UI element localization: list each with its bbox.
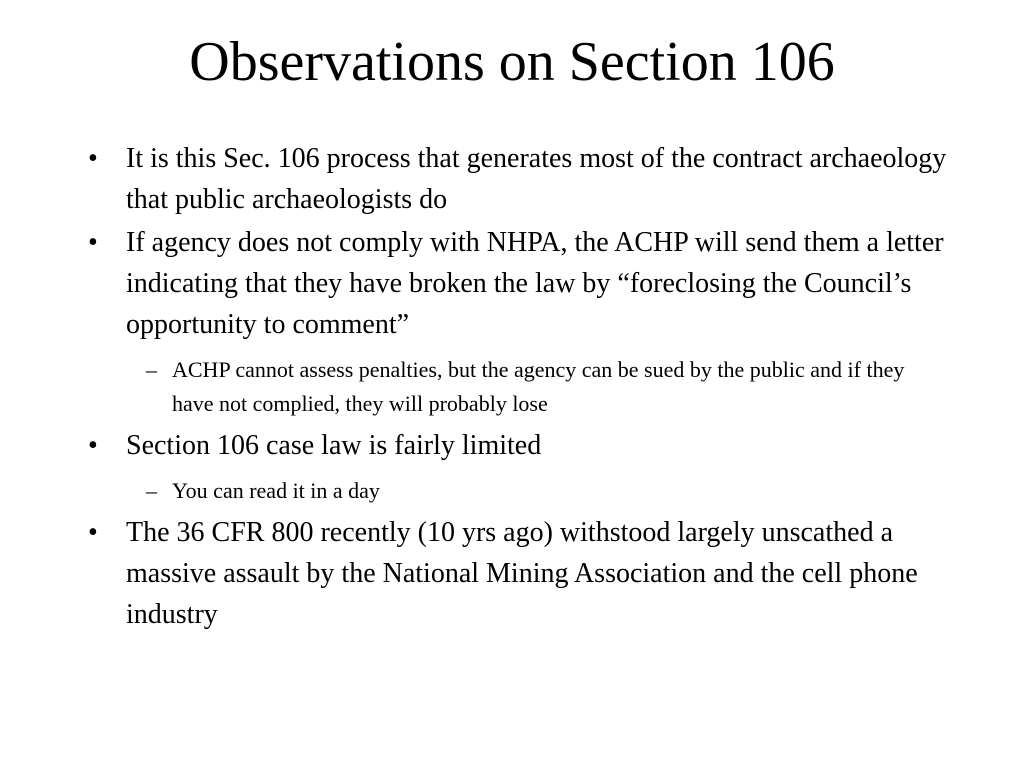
bullet-marker: • bbox=[88, 227, 98, 258]
bullet-item bbox=[88, 222, 948, 345]
bullet-marker: • bbox=[88, 143, 98, 174]
sub-bullet-marker: – bbox=[146, 357, 157, 382]
bullet-item bbox=[88, 138, 948, 220]
slide-body bbox=[88, 138, 948, 637]
sub-bullet-text: You can read it in a day bbox=[172, 478, 380, 503]
sub-bullet-marker: – bbox=[146, 478, 157, 503]
sub-bullet-text: ACHP cannot assess penalties, but the agency can be sued by the public and if they have not complied, they will probably lose bbox=[172, 357, 905, 416]
bullet-text: The 36 CFR 800 recently (10 yrs ago) withstood largely unscathed a massive assault by the National Mining Association and the cell phone industry bbox=[126, 517, 918, 630]
bullet-item bbox=[88, 512, 948, 635]
bullet-marker: • bbox=[88, 430, 98, 461]
bullet-text: If agency does not comply with NHPA, the ACHP will send them a letter indicating that they have broken the law by “foreclosing the Council’s opportunity to comment” bbox=[126, 227, 944, 340]
slide-title: Observations on Section 106 bbox=[189, 31, 835, 93]
bullet-text: It is this Sec. 106 process that generates most of the contract archaeology that public archaeologists do bbox=[126, 143, 947, 215]
bullet-marker: • bbox=[88, 517, 98, 548]
sub-bullet-item bbox=[126, 353, 948, 421]
bullet-text: Section 106 case law is fairly limited bbox=[126, 430, 542, 461]
bullet-item bbox=[88, 425, 948, 466]
sub-bullet-item bbox=[126, 474, 948, 508]
